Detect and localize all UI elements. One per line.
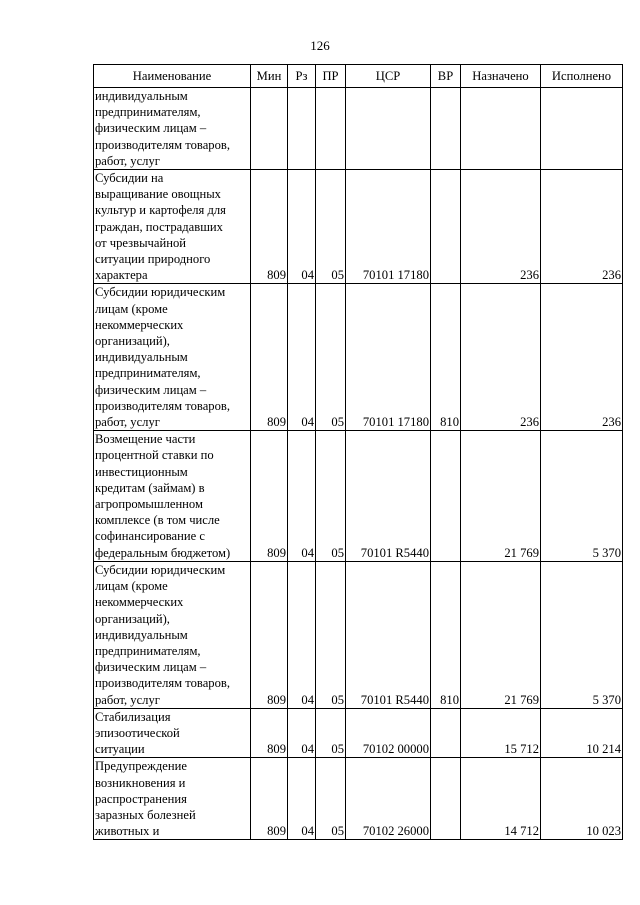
name-line: Возмещение части [95,432,196,447]
name-line: выращивание овощных [95,187,221,202]
cell-name [94,708,251,758]
cell-min: 809 [251,170,288,284]
name-line: инвестиционным [95,464,188,479]
name-line: заразных болезней [95,807,196,822]
cell-name [94,284,251,431]
cell-pr: 05 [316,431,346,562]
cell-assigned: 236 [461,170,541,284]
name-line: работ, услуг [95,415,160,430]
name-line: процентной ставки по [95,448,214,463]
cell-rz: 04 [288,758,316,840]
cell-min: 809 [251,561,288,708]
name-line: индивидуальным [95,627,188,642]
header-name: Наименование [94,65,251,88]
table-row [94,758,623,840]
cell-csr: 70101 17180 [346,170,431,284]
cell-vr [431,708,461,758]
cell-assigned: 14 712 [461,758,541,840]
name-line: характера [95,268,148,283]
cell-pr: 05 [316,561,346,708]
name-line: граждан, пострадавших [95,219,223,234]
cell-rz: 04 [288,170,316,284]
cell-executed [541,88,623,170]
cell-min: 809 [251,431,288,562]
name-line: предпринимателям, [95,643,201,658]
cell-rz: 04 [288,561,316,708]
cell-assigned: 21 769 [461,561,541,708]
name-line: федеральным бюджетом) [95,545,231,560]
name-line: некоммерческих [95,317,184,332]
cell-executed: 236 [541,170,623,284]
name-line: физическим лицам – [95,660,207,675]
cell-executed: 10 214 [541,708,623,758]
cell-assigned: 15 712 [461,708,541,758]
header-csr: ЦСР [346,65,431,88]
table-row [94,708,623,758]
cell-min: 809 [251,708,288,758]
name-line: производителям товаров, [95,398,230,413]
cell-min: 809 [251,758,288,840]
name-line: некоммерческих [95,595,184,610]
budget-table [93,64,623,840]
page-number: 126 [310,38,330,53]
cell-rz: 04 [288,708,316,758]
name-line: работ, услуг [95,153,160,168]
cell-csr: 70101 17180 [346,284,431,431]
cell-pr: 05 [316,284,346,431]
name-line: ситуации природного [95,252,211,267]
name-line: Предупреждение [95,759,187,774]
name-line: животных и [95,824,160,839]
name-line: работ, услуг [95,692,160,707]
cell-name [94,88,251,170]
table-row [94,284,623,431]
cell-name [94,431,251,562]
header-executed: Исполнено [541,65,623,88]
cell-assigned: 236 [461,284,541,431]
name-line: предпринимателям, [95,105,201,120]
name-line: физическим лицам – [95,121,207,136]
table-row [94,170,623,284]
table-header-row [94,65,623,88]
cell-assigned: 21 769 [461,431,541,562]
cell-rz: 04 [288,284,316,431]
cell-pr: 05 [316,708,346,758]
cell-pr: 05 [316,170,346,284]
cell-executed: 5 370 [541,431,623,562]
name-line: Субсидии на [95,171,164,186]
cell-rz [288,88,316,170]
cell-vr: 810 [431,561,461,708]
name-line: лицам (кроме [95,301,168,316]
cell-executed: 236 [541,284,623,431]
cell-pr: 05 [316,758,346,840]
name-line: возникновения и [95,775,186,790]
name-line: лицам (кроме [95,579,168,594]
cell-csr: 70102 26000 [346,758,431,840]
cell-csr: 70102 00000 [346,708,431,758]
name-line: индивидуальным [95,350,188,365]
cell-rz: 04 [288,431,316,562]
name-line: физическим лицам – [95,382,207,397]
name-line: организаций), [95,334,170,349]
cell-csr: 70101 R5440 [346,561,431,708]
cell-min [251,88,288,170]
name-line: агропромышленном [95,497,203,512]
name-line: Субсидии юридическим [95,285,226,300]
header-rz: Рз [288,65,316,88]
header-pr: ПР [316,65,346,88]
name-line: предпринимателям, [95,366,201,381]
name-line: индивидуальным [95,89,188,103]
cell-csr: 70101 R5440 [346,431,431,562]
name-line: производителям товаров, [95,676,230,691]
name-line: распространения [95,791,187,806]
cell-name [94,170,251,284]
cell-min: 809 [251,284,288,431]
name-line: Стабилизация [95,709,171,724]
name-line: софинансирование с [95,529,205,544]
cell-executed: 10 023 [541,758,623,840]
cell-vr [431,431,461,562]
cell-vr [431,88,461,170]
cell-assigned [461,88,541,170]
name-line: культур и картофеля для [95,203,226,218]
table-row [94,88,623,170]
header-min: Мин [251,65,288,88]
name-line: комплексе (в том числе [95,513,220,528]
cell-name [94,561,251,708]
name-line: кредитам (займам) в [95,480,205,495]
header-assigned: Назначено [461,65,541,88]
name-line: Субсидии юридическим [95,562,226,577]
cell-csr [346,88,431,170]
name-line: производителям товаров, [95,137,230,152]
table-row [94,561,623,708]
name-line: организаций), [95,611,170,626]
table-row [94,431,623,562]
cell-pr [316,88,346,170]
name-line: ситуации [95,742,145,757]
cell-executed: 5 370 [541,561,623,708]
cell-vr: 810 [431,284,461,431]
cell-name [94,758,251,840]
cell-vr [431,758,461,840]
cell-vr [431,170,461,284]
name-line: от чрезвычайной [95,235,186,250]
name-line: эпизоотической [95,725,180,740]
header-vr: ВР [431,65,461,88]
